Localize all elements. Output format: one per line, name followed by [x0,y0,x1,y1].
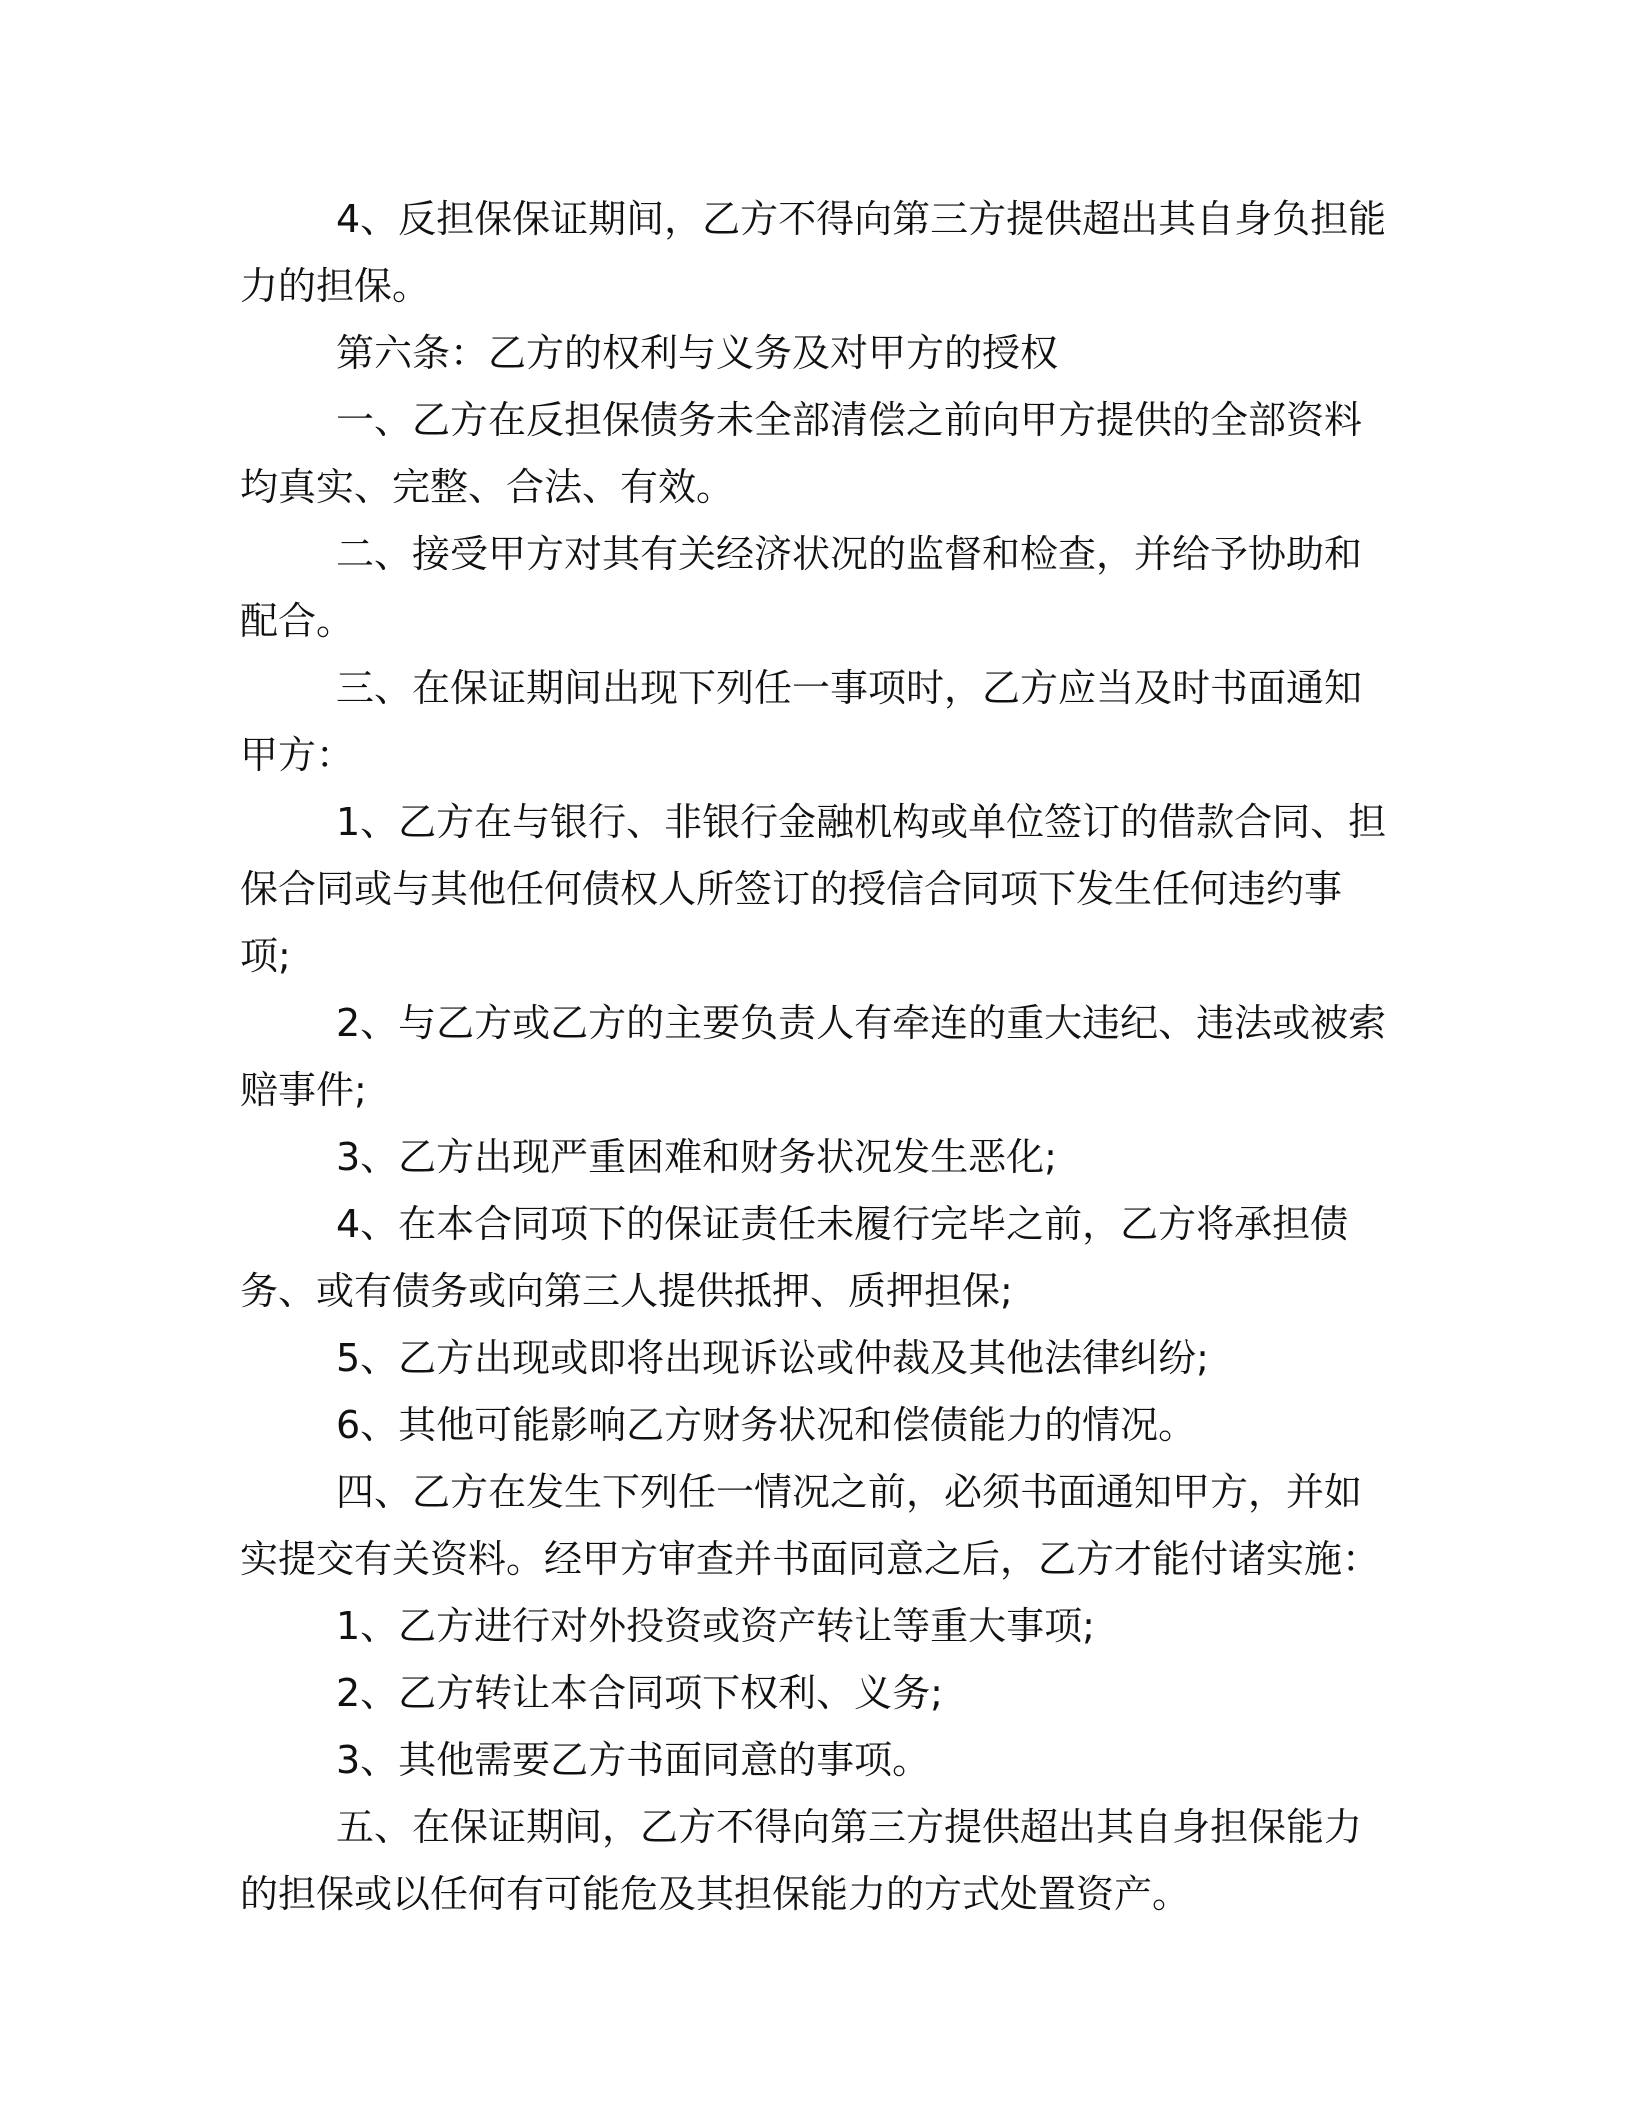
list-item-four-2: 2、乙方转让本合同项下权利、义务; [336,1671,943,1715]
document-body [240,186,1390,1928]
list-item-four-3: 3、其他需要乙方书面同意的事项。 [336,1738,931,1782]
article-six-heading: 第六条：乙方的权利与义务及对甲方的授权 [336,331,1059,375]
list-item-three-4: 4、在本合同项下的保证责任未履行完毕之前，乙方将承担债务、或有债务或向第三人提供抵押、质押担保; [240,1202,1349,1313]
list-item-four-1: 1、乙方进行对外投资或资产转让等重大事项; [336,1604,1095,1648]
list-item-three-6: 6、其他可能影响乙方财务状况和偿债能力的情况。 [336,1403,1197,1447]
paragraph-section-two: 二、接受甲方对其有关经济状况的监督和检查，并给予协助和配合。 [240,532,1363,643]
paragraph-section-five: 五、在保证期间，乙方不得向第三方提供超出其自身担保能力的担保或以任何有可能危及其担保能力的方式处置资产。 [240,1805,1363,1916]
paragraph-section-three: 三、在保证期间出现下列任一事项时，乙方应当及时书面通知甲方： [240,666,1363,777]
list-item-three-2: 2、与乙方或乙方的主要负责人有牵连的重大违纪、违法或被索赔事件; [240,1001,1387,1112]
list-item-three-5: 5、乙方出现或即将出现诉讼或仲裁及其他法律纠纷; [336,1336,1209,1380]
list-item-three-1: 1、乙方在与银行、非银行金融机构或单位签订的借款合同、担保合同或与其他任何债权人所签订的授信合同项下发生任何违约事项; [240,800,1387,978]
list-item-three-3: 3、乙方出现严重困难和财务状况发生恶化; [336,1135,1057,1179]
paragraph-section-one: 一、乙方在反担保债务未全部清偿之前向甲方提供的全部资料均真实、完整、合法、有效。 [240,398,1363,509]
paragraph-guarantee-period-clause-4: 4、反担保保证期间，乙方不得向第三方提供超出其自身负担能力的担保。 [240,197,1387,308]
paragraph-section-four: 四、乙方在发生下列任一情况之前，必须书面通知甲方，并如实提交有关资料。经甲方审查并书面同意之后，乙方才能付诸实施： [240,1470,1381,1581]
